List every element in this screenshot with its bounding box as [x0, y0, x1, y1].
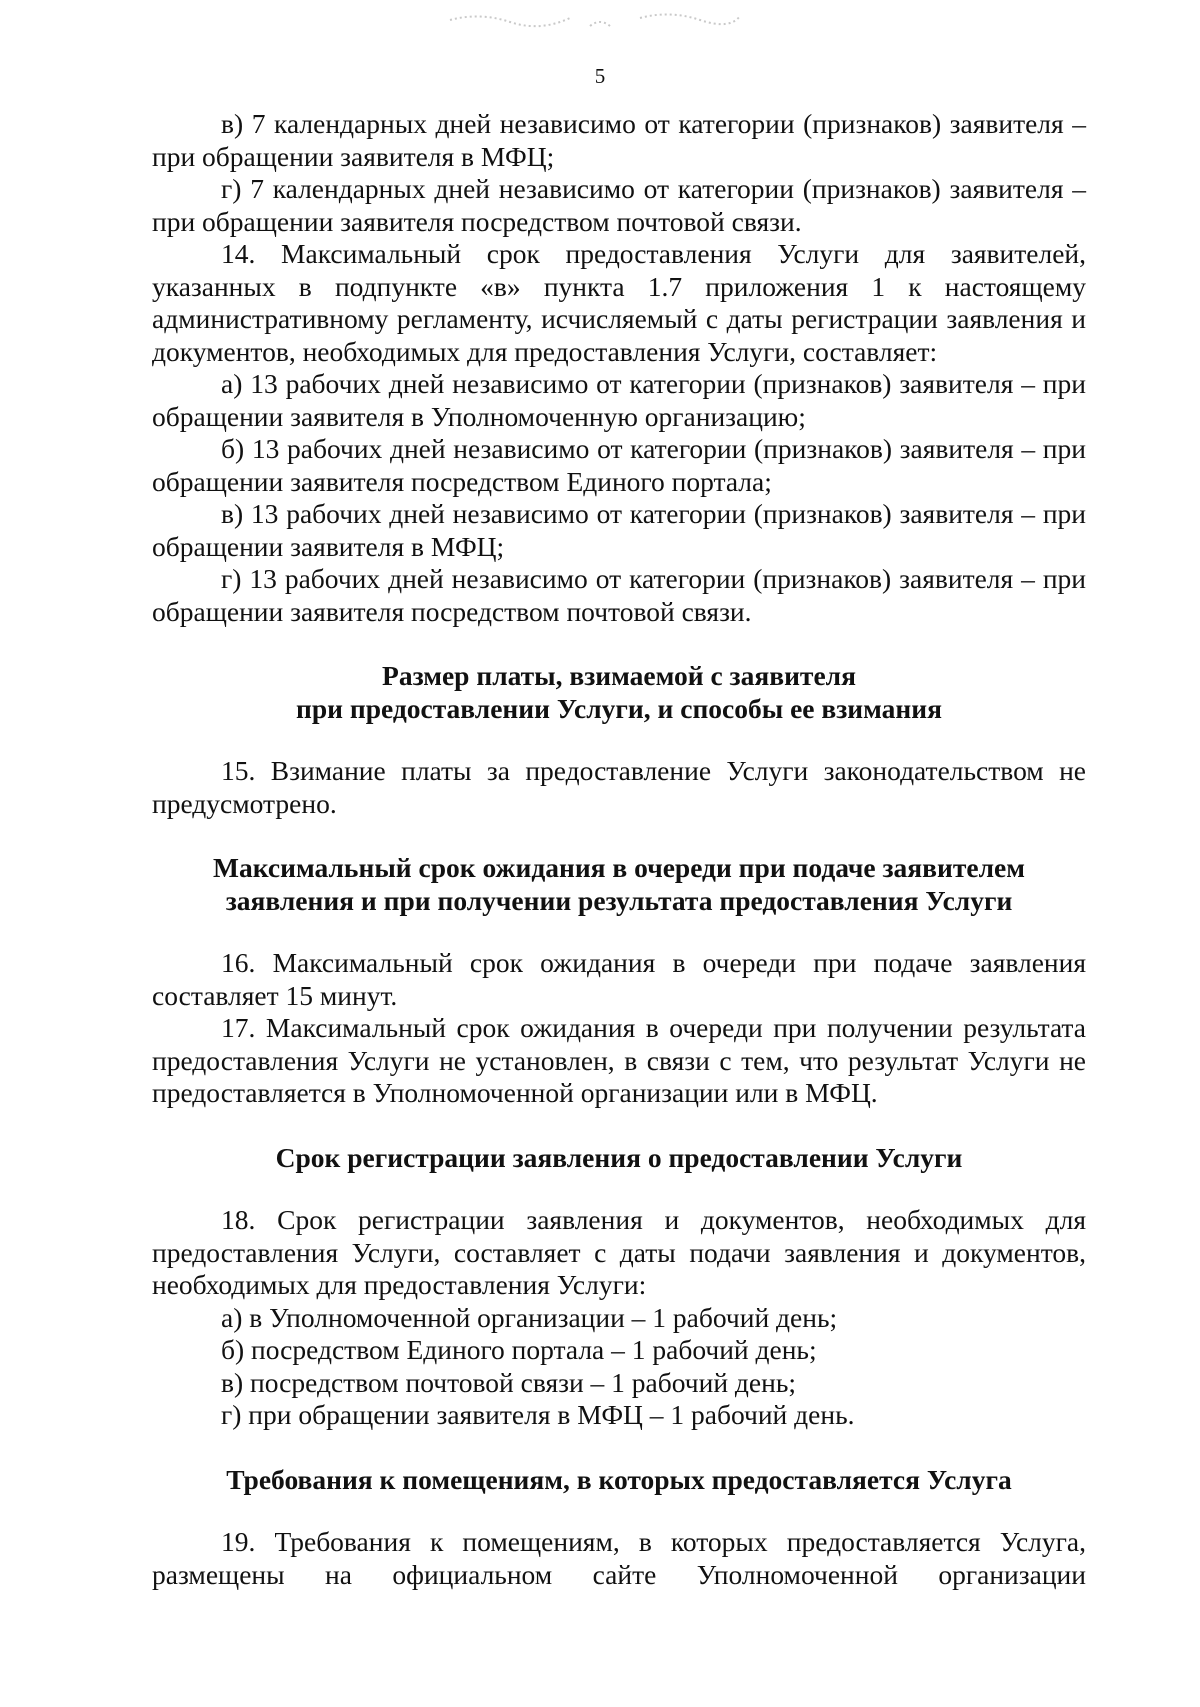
paragraph-14v: в) 13 рабочих дней независимо от категории (признаков) заявителя – при обращении заявителя в МФЦ;	[152, 498, 1086, 562]
paragraph-18a: а) в Уполномоченной организации – 1 рабочий день;	[221, 1301, 838, 1333]
heading-queue-line2: заявления и при получении результата предоставления Услуги	[225, 884, 1013, 916]
document-body	[152, 108, 1086, 1591]
paragraph-18b: б) посредством Единого портала – 1 рабочий день;	[221, 1334, 817, 1365]
heading-premises: Требования к помещениям, в которых предоставляется Услуга	[226, 1463, 1012, 1495]
paragraph-13v: в) 7 календарных дней независимо от категории (признаков) заявителя – при обращении заявителя в МФЦ;	[152, 108, 1086, 172]
paragraph-18g: г) при обращении заявителя в МФЦ – 1 рабочий день.	[221, 1399, 855, 1430]
page-number: 5	[594, 64, 606, 88]
scan-artifact	[440, 8, 760, 32]
heading-registration: Срок регистрации заявления о предоставлении Услуги	[275, 1141, 963, 1173]
paragraph-14: 14. Максимальный срок предоставления Услуги для заявителей, указанных в подпункте «в» пункта 1.7 приложения 1 к настоящему административному регламенту, исчисляемый с даты регистрации заявления и документов, необходимых для предоставления Услуги, составляет:	[152, 238, 1086, 367]
heading-queue-line1: Максимальный срок ожидания в очереди при подаче заявителем	[213, 852, 1025, 883]
paragraph-17: 17. Максимальный срок ожидания в очереди при получении результата предоставления Услуги не установлен, в связи с тем, что результат Услуги не предоставляется в Уполномоченной организации или в МФЦ.	[152, 1012, 1086, 1108]
paragraph-14b: б) 13 рабочих дней независимо от категории (признаков) заявителя – при обращении заявителя посредством Единого портала;	[152, 433, 1086, 497]
paragraph-15: 15. Взимание платы за предоставление Услуги законодательством не предусмотрено.	[152, 755, 1086, 819]
paragraph-16: 16. Максимальный срок ожидания в очереди при подаче заявления составляет 15 минут.	[152, 947, 1086, 1011]
paragraph-19: 19. Требования к помещениям, в которых предоставляется Услуга, размещены на официальном сайте Уполномоченной организации	[152, 1526, 1086, 1590]
heading-fee-line1: Размер платы, взимаемой с заявителя	[382, 660, 856, 691]
heading-fee-line2: при предоставлении Услуги, и способы ее взимания	[296, 692, 942, 724]
paragraph-18: 18. Срок регистрации заявления и документов, необходимых для предоставления Услуги, составляет с даты подачи заявления и документов, необходимых для предоставления Услуги:	[152, 1204, 1086, 1300]
paragraph-14g: г) 13 рабочих дней независимо от категории (признаков) заявителя – при обращении заявителя посредством почтовой связи.	[152, 563, 1086, 627]
paragraph-18v: в) посредством почтовой связи – 1 рабочий день;	[221, 1366, 797, 1398]
paragraph-13g: г) 7 календарных дней независимо от категории (признаков) заявителя – при обращении заявителя посредством почтовой связи.	[152, 173, 1086, 237]
paragraph-14a: а) 13 рабочих дней независимо от категории (признаков) заявителя – при обращении заявителя в Уполномоченную организацию;	[152, 368, 1086, 432]
